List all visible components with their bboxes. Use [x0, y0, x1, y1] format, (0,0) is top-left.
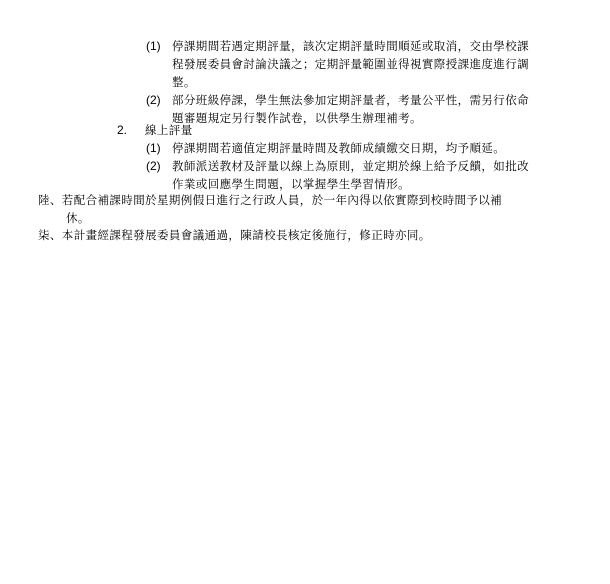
article-6 [38, 191, 578, 227]
list-marker: (2) [146, 93, 161, 107]
list-item-3 [146, 139, 576, 157]
article-text-line: 休。 [66, 211, 90, 225]
article-text-line: 柒、本計畫經課程發展委員會議通過，陳請校長核定後施行，修正時亦同。 [38, 228, 431, 242]
section-title: 線上評量 [145, 123, 193, 137]
list-item-text-line: 停課期間若適值定期評量時間及教師成績繳交日期，均予順延。 [172, 141, 506, 155]
list-item-text-line: 教師派送教材及評量以線上為原則，並定期於線上給予反饋，如批改 [172, 159, 529, 173]
list-item-1 [146, 37, 576, 91]
list-item-text-line: 停課期間若遇定期評量，該次定期評量時間順延或取消，交由學校課 [172, 39, 529, 53]
list-marker: (1) [146, 141, 161, 155]
article-7 [38, 226, 578, 244]
list-item-text-line: 整。 [172, 75, 196, 89]
list-item-4 [146, 157, 576, 193]
section-heading-online-assessment [117, 121, 317, 139]
section-marker: 2. [117, 123, 128, 137]
article-text-line: 陸、若配合補課時間於星期例假日進行之行政人員，於一年內得以依實際到校時間予以補 [38, 193, 503, 207]
list-item-text-line: 題審題規定另行製作試卷，以供學生辦理補考。 [172, 111, 422, 125]
list-marker: (1) [146, 39, 161, 53]
list-item-text-line: 部分班級停課，學生無法參加定期評量者，考量公平性，需另行依命 [172, 93, 529, 107]
list-item-text-line: 作業或回應學生問題，以掌握學生學習情形。 [172, 177, 410, 191]
list-item-text-line: 程發展委員會討論決議之；定期評量範圍並得視實際授課進度進行調 [172, 57, 529, 71]
list-marker: (2) [146, 159, 161, 173]
